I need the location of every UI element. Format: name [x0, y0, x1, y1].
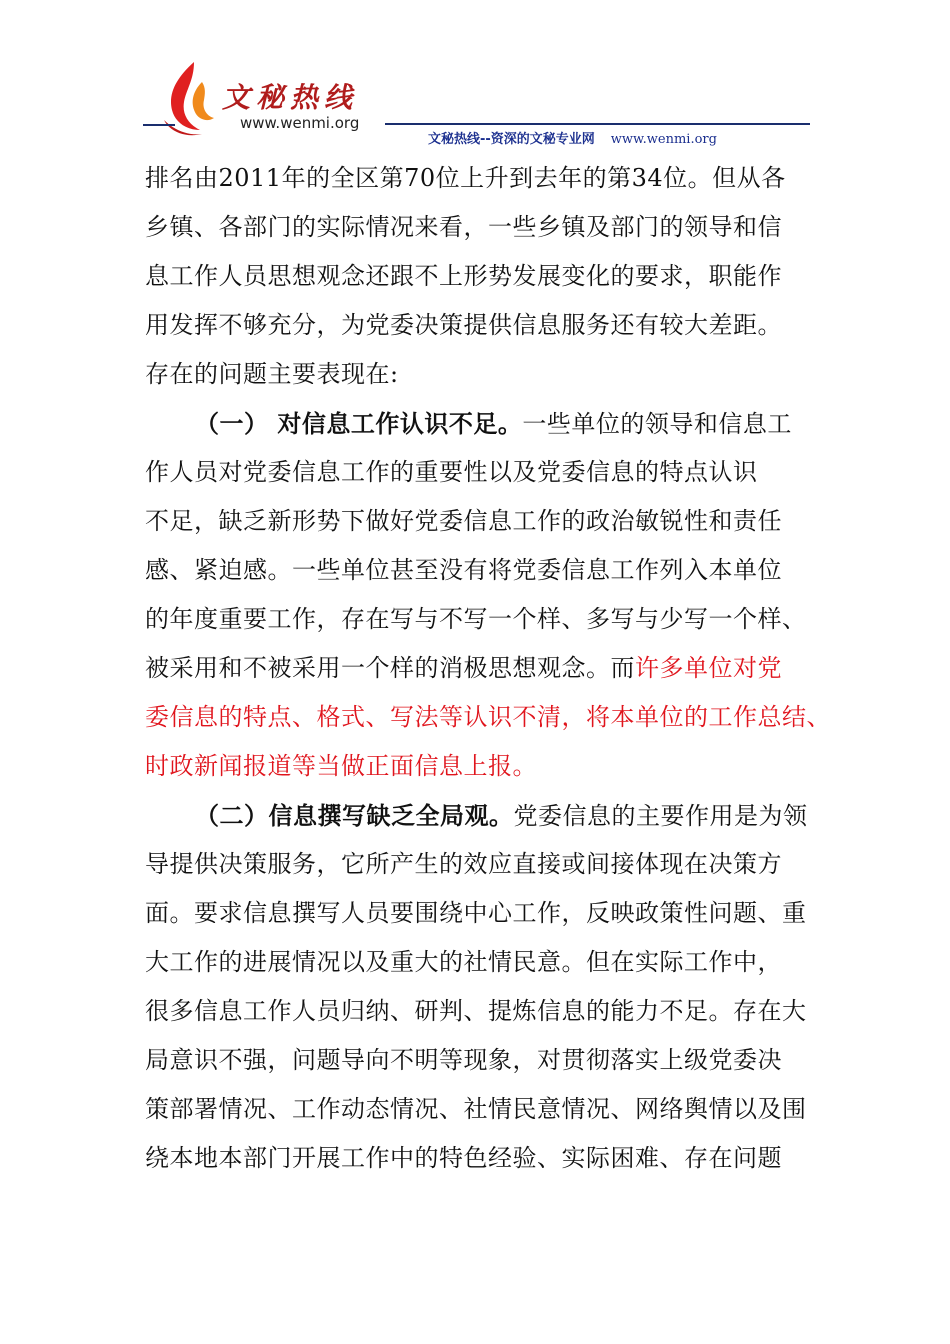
text-line [145, 938, 825, 987]
text-line [145, 693, 831, 742]
header-tagline [428, 128, 717, 147]
body-text: 用发挥不够充分，为党委决策提供信息服务还有较大差距。 [145, 311, 782, 339]
text-line [145, 448, 825, 497]
body-text: 存在的问题主要表现在: [145, 360, 399, 388]
body-text: 绕本地本部门开展工作中的特色经验、实际困难、存在问题 [145, 1144, 782, 1172]
text-line [145, 154, 825, 203]
highlighted-text: 时政新闻报道等当做正面信息上报。 [145, 752, 537, 780]
highlighted-text: 许多单位对党 [635, 654, 782, 682]
text-line [145, 987, 825, 1036]
text-line [145, 742, 825, 791]
body-text: 策部署情况、工作动态情况、社情民意情况、网络舆情以及围 [145, 1095, 807, 1123]
body-text: 感、紧迫感。一些单位甚至没有将党委信息工作列入本单位 [145, 556, 782, 584]
highlighted-text: 委信息的特点、格式、写法等认识不清，将本单位的工作总结、 [145, 703, 831, 731]
body-text: 的年度重要工作，存在写与不写一个样、多写与少写一个样、 [145, 605, 807, 633]
header-rule-right [385, 123, 810, 125]
text-line [145, 840, 825, 889]
section-heading: （一） 对信息工作认识不足。 [195, 409, 523, 438]
body-text: 党委信息的主要作用是为领 [513, 802, 808, 830]
text-line [145, 252, 825, 301]
section-heading: （二）信息撰写缺乏全局观。 [195, 801, 514, 830]
text-line [145, 546, 825, 595]
body-text: 一些单位的领导和信息工 [522, 410, 792, 438]
body-text: 大工作的进展情况以及重大的社情民意。但在实际工作中， [145, 948, 782, 976]
text-line [145, 399, 825, 448]
text-line [145, 595, 825, 644]
text-line [145, 1134, 825, 1183]
body-text: 被采用和不被采用一个样的消极思想观念。而 [145, 654, 635, 682]
body-text: 作人员对党委信息工作的重要性以及党委信息的特点认识 [145, 458, 758, 486]
tagline-site-link[interactable]: www.wenmi.org [610, 132, 717, 147]
tagline-text: 文秘热线--资深的文秘专业网 [428, 132, 595, 147]
body-text: 很多信息工作人员归纳、研判、提炼信息的能力不足。存在大 [145, 997, 807, 1025]
body-text: 面。要求信息撰写人员要围绕中心工作，反映政策性问题、重 [145, 899, 807, 927]
body-text: 乡镇、各部门的实际情况来看，一些乡镇及部门的领导和信 [145, 213, 782, 241]
text-line [145, 203, 825, 252]
text-line [145, 497, 825, 546]
body-text: 息工作人员思想观念还跟不上形势发展变化的要求，职能作 [145, 262, 782, 290]
document-body [145, 154, 831, 1183]
body-text: 局意识不强，问题导向不明等现象，对贯彻落实上级党委决 [145, 1046, 782, 1074]
text-line [145, 644, 825, 693]
text-line [145, 1085, 825, 1134]
text-line [145, 301, 825, 350]
text-line [145, 889, 825, 938]
header-rule-left [143, 124, 175, 126]
body-text: 排名由2011年的全区第70位上升到去年的第34位。但从各 [145, 164, 786, 192]
body-text: 不足，缺乏新形势下做好党委信息工作的政治敏锐性和责任 [145, 507, 782, 535]
flame-logo-icon [158, 60, 220, 138]
logo-title: 文秘热线 [222, 81, 359, 114]
text-line [145, 350, 825, 399]
text-line [145, 791, 825, 840]
logo-url: www.wenmi.org [240, 114, 360, 132]
body-text: 导提供决策服务，它所产生的效应直接或间接体现在决策方 [145, 850, 782, 878]
text-line [145, 1036, 825, 1085]
page-header [0, 0, 950, 150]
